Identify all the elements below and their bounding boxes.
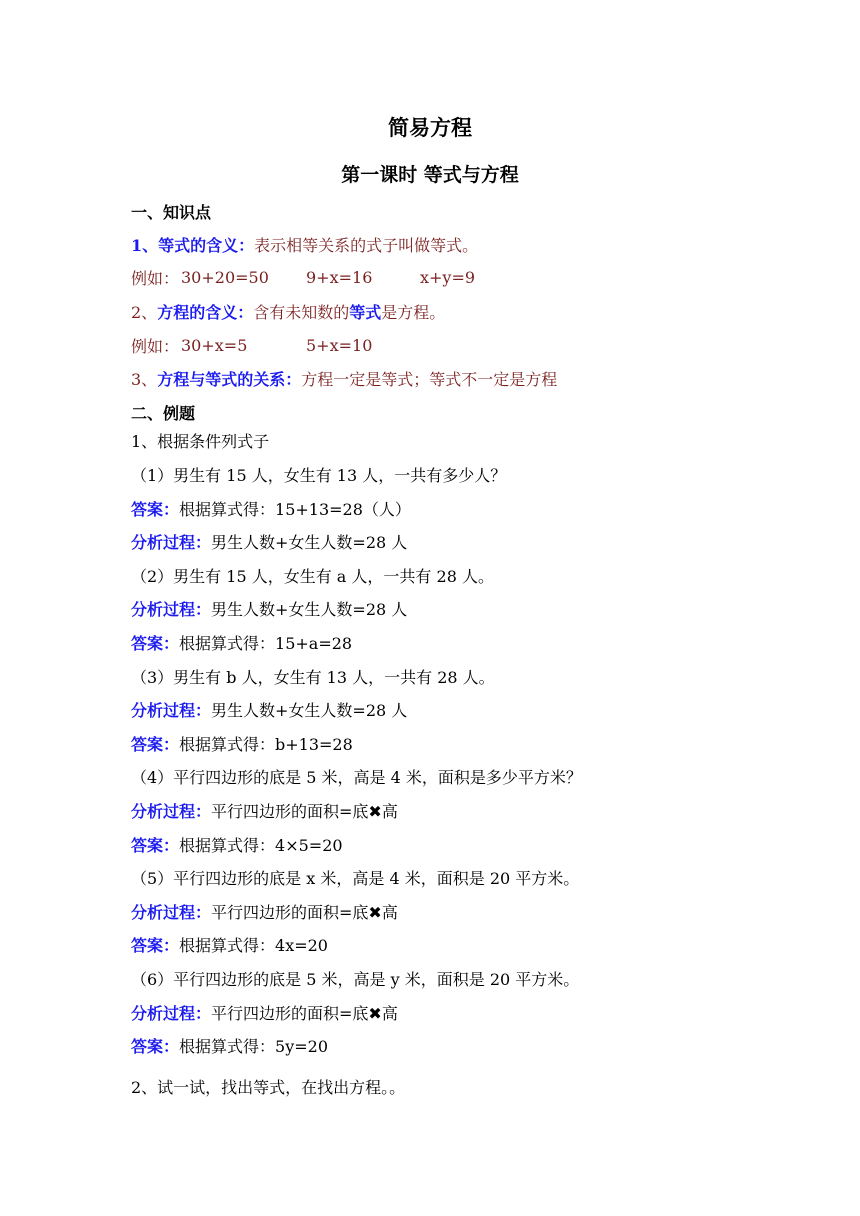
def-equation-text: 表示相等关系的式子叫做等式。 — [254, 236, 479, 255]
sub-question: （6）平行四边形的底是 5 米，高是 y 米，面积是 20 平方米。 — [131, 970, 580, 989]
analysis-text: 男生人数+女生人数=28 人 — [211, 701, 408, 720]
answer-label: 答案： — [131, 500, 180, 519]
analysis-line — [131, 700, 407, 722]
answer-line — [131, 835, 343, 857]
analysis-line — [131, 801, 398, 823]
analysis-line — [131, 532, 407, 554]
def-fangcheng-text-b: 等式 — [349, 303, 382, 322]
example1-item: x+y=9 — [420, 268, 476, 287]
example1-item: 9+x=16 — [306, 268, 373, 287]
answer-label: 答案： — [131, 836, 180, 855]
analysis-label: 分析过程： — [131, 903, 212, 922]
sub-question: （3）男生有 b 人，女生有 13 人，一共有 28 人。 — [131, 668, 495, 687]
example2-item: 30+x=5 — [181, 336, 248, 355]
answer-label: 答案： — [131, 634, 180, 653]
example1-item: 30+20=50 — [181, 268, 269, 287]
answer-text: 根据算式得：15+a=28 — [179, 634, 353, 653]
section1-heading: 一、知识点 — [131, 203, 212, 222]
relation-text: 方程一定是等式；等式不一定是方程 — [301, 370, 558, 389]
answer-line — [131, 499, 411, 521]
sub-question: （4）平行四边形的底是 5 米，高是 4 米，面积是多少平方米？ — [131, 768, 582, 787]
answer-text: 根据算式得：4×5=20 — [179, 836, 343, 855]
analysis-text: 男生人数+女生人数=28 人 — [211, 600, 408, 619]
answer-label: 答案： — [131, 1037, 180, 1056]
answer-line — [131, 935, 328, 957]
answer-line — [131, 734, 353, 756]
relation-num: 3、 — [131, 370, 158, 389]
answer-line — [131, 1036, 328, 1058]
answer-label: 答案： — [131, 735, 180, 754]
sub-question: （2）男生有 15 人，女生有 a 人，一共有 28 人。 — [131, 567, 494, 586]
relation-label: 方程与等式的关系： — [157, 370, 302, 389]
answer-line — [131, 633, 352, 655]
section2-heading: 二、例题 — [131, 404, 196, 423]
def-equation-label: 1、等式的含义： — [131, 236, 255, 255]
analysis-label: 分析过程： — [131, 533, 212, 552]
sub-question: （5）平行四边形的底是 x 米，高是 4 米，面积是 20 平方米。 — [131, 869, 580, 888]
analysis-text: 男生人数+女生人数=28 人 — [211, 533, 408, 552]
analysis-text: 平行四边形的面积=底✖高 — [211, 903, 398, 922]
example2-prefix: 例如： — [131, 337, 180, 356]
answer-text: 根据算式得：5y=20 — [179, 1037, 329, 1056]
question2: 2、试一试，找出等式，在找出方程。。 — [131, 1078, 406, 1097]
analysis-line — [131, 599, 407, 621]
example1-prefix: 例如： — [131, 269, 180, 288]
def-fangcheng — [131, 302, 445, 324]
sub-question: （1）男生有 15 人，女生有 13 人，一共有多少人？ — [131, 466, 507, 485]
analysis-label: 分析过程： — [131, 802, 212, 821]
doc-title: 简易方程 — [388, 115, 472, 140]
answer-text: 根据算式得：15+13=28（人） — [179, 500, 411, 519]
def-fangcheng-text-c: 是方程。 — [381, 303, 446, 322]
def-fangcheng-text-a: 含有未知数的 — [253, 303, 350, 322]
analysis-label: 分析过程： — [131, 1004, 212, 1023]
analysis-text: 平行四边形的面积=底✖高 — [211, 1004, 398, 1023]
answer-text: 根据算式得：b+13=28 — [179, 735, 353, 754]
analysis-label: 分析过程： — [131, 701, 212, 720]
analysis-line — [131, 1003, 398, 1025]
example2-item: 5+x=10 — [306, 336, 373, 355]
doc-subtitle: 第一课时 等式与方程 — [341, 164, 519, 186]
def-fangcheng-label: 方程的含义： — [157, 303, 254, 322]
analysis-label: 分析过程： — [131, 600, 212, 619]
answer-text: 根据算式得：4x=20 — [179, 936, 328, 955]
def-fangcheng-num: 2、 — [131, 303, 158, 322]
relation — [131, 369, 557, 391]
answer-label: 答案： — [131, 936, 180, 955]
analysis-line — [131, 902, 398, 924]
def-equation — [131, 235, 478, 257]
analysis-text: 平行四边形的面积=底✖高 — [211, 802, 398, 821]
question1: 1、根据条件列式子 — [131, 432, 270, 451]
